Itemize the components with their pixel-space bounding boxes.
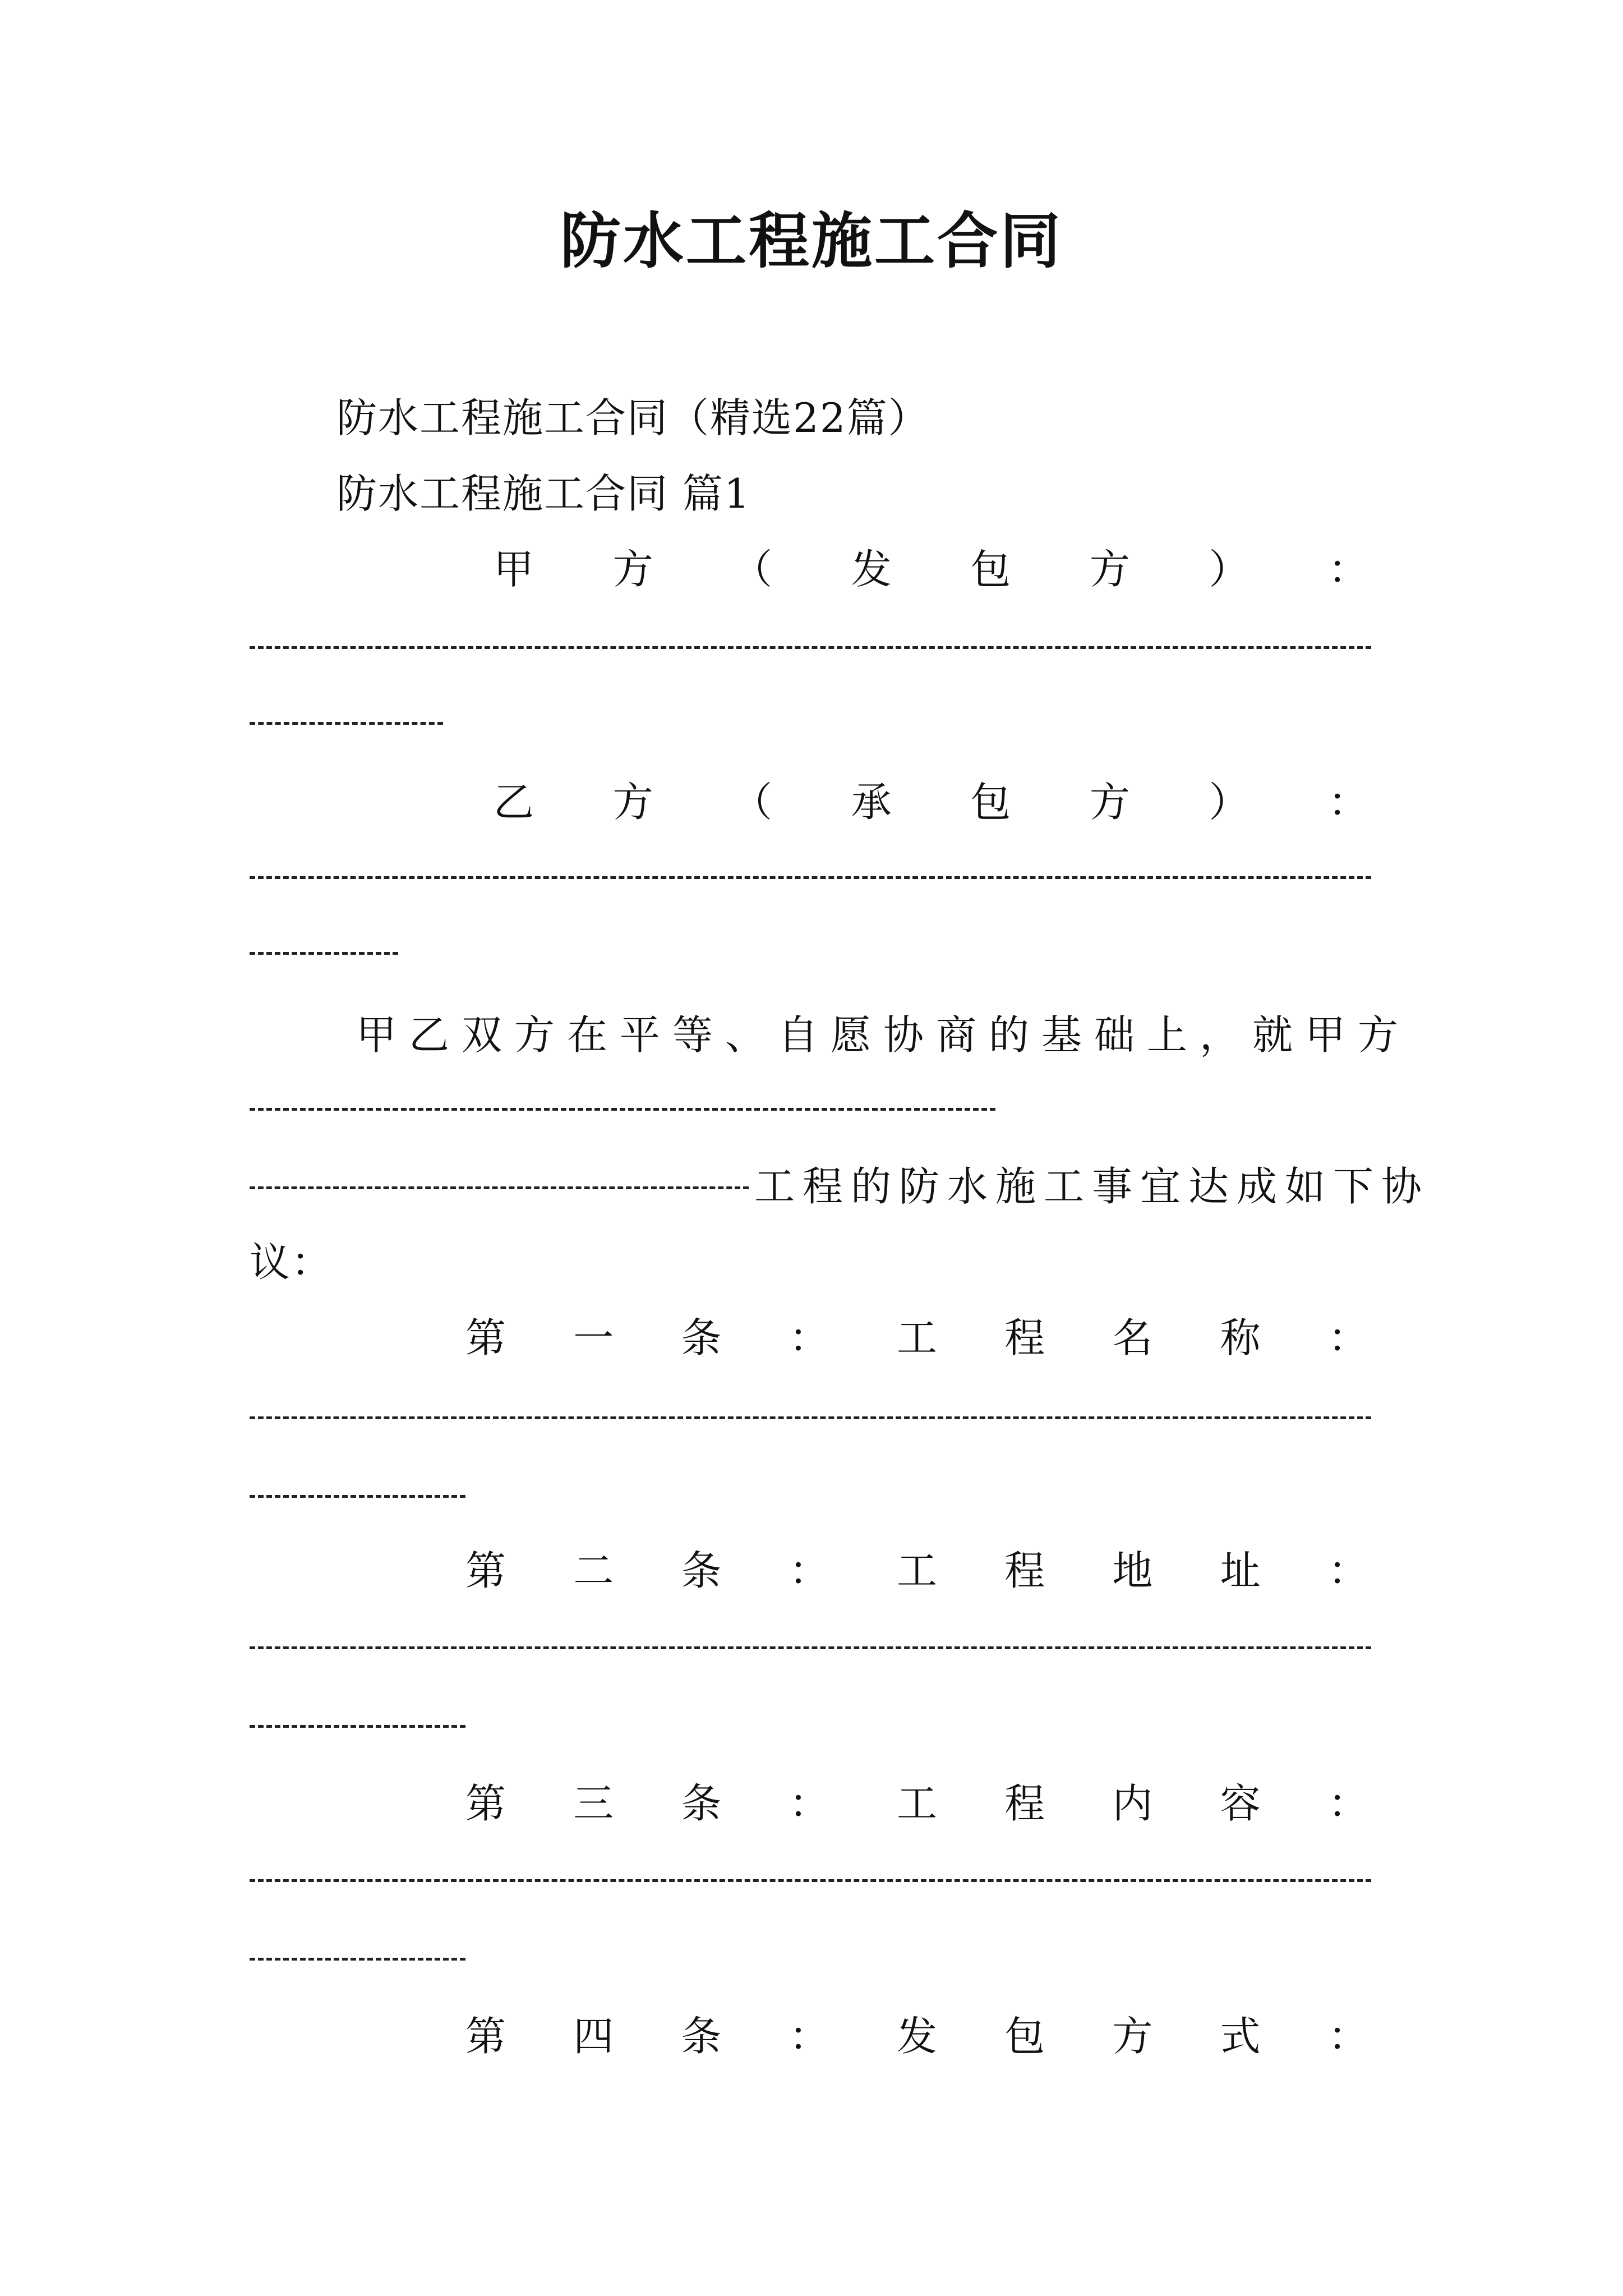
article-char: 工	[896, 1780, 937, 1827]
fill-line	[250, 722, 443, 725]
intro-text: 工程的防水施工事宜达成如下协	[754, 1163, 1430, 1210]
party-a-label	[494, 539, 1368, 600]
article-char: 条	[681, 2013, 722, 2060]
document-title: 防水工程施工合同	[560, 206, 1063, 277]
party-b-char: 方	[612, 779, 653, 826]
article-char: 包	[1004, 2013, 1045, 2060]
party-a-char: 方	[612, 546, 653, 593]
party-b-char: 承	[851, 779, 892, 826]
article-char: 条	[681, 1780, 722, 1827]
article-char: 第	[465, 1780, 506, 1827]
fill-line	[250, 1879, 1371, 1882]
article-char: 式	[1220, 2013, 1261, 2060]
article-char: ：	[789, 1780, 829, 1827]
article-char: 程	[1004, 1547, 1045, 1594]
article-char: 第	[465, 1547, 506, 1594]
fill-line	[250, 646, 1371, 649]
party-a-char: （	[732, 546, 773, 593]
party-a-char: ）	[1209, 546, 1249, 593]
party-b-char: 乙	[494, 779, 534, 826]
article-char: 程	[1004, 1314, 1045, 1361]
article-char: 内	[1112, 1780, 1153, 1827]
party-b-char: 包	[970, 779, 1011, 826]
article-char: 容	[1220, 1780, 1261, 1827]
fill-line	[250, 1725, 465, 1728]
fill-line	[250, 1495, 465, 1498]
fill-line	[250, 1958, 465, 1961]
article-char: 程	[1004, 1780, 1045, 1827]
fill-line	[250, 952, 398, 955]
article-char: 第	[465, 2013, 506, 2060]
article-char: 工	[896, 1547, 937, 1594]
article-char: 称	[1220, 1314, 1261, 1361]
article-1-label	[465, 1307, 1368, 1369]
fill-line	[250, 1646, 1371, 1649]
party-b-char: 方	[1089, 779, 1130, 826]
article-char: 方	[1112, 2013, 1153, 2060]
party-b-char: （	[732, 779, 773, 826]
party-b-char: ：	[1327, 779, 1368, 826]
article-char: ：	[789, 1314, 829, 1361]
fill-line	[250, 876, 1371, 879]
article-char: ：	[1327, 1780, 1368, 1827]
party-a-char: 方	[1089, 546, 1130, 593]
article-char: 地	[1112, 1547, 1153, 1594]
article-char: ：	[1327, 2013, 1368, 2060]
fill-line	[250, 1108, 995, 1111]
article-3-label	[465, 1773, 1368, 1834]
intro-text: 甲乙双方在平等、自愿协商的基础上，就甲方	[356, 1011, 1411, 1059]
party-b-label	[494, 771, 1368, 833]
article-4-label	[465, 2005, 1368, 2067]
party-b-char: ）	[1209, 779, 1249, 826]
section-heading: 防水工程施工合同 篇1	[336, 470, 751, 517]
article-char: 名	[1112, 1314, 1153, 1361]
article-char: ：	[1327, 1547, 1368, 1594]
article-2-label	[465, 1540, 1368, 1602]
intro-text: 议：	[250, 1239, 333, 1286]
fill-line	[250, 1416, 1371, 1419]
party-a-char: 包	[970, 546, 1011, 593]
party-a-char: 发	[851, 546, 892, 593]
article-char: 二	[573, 1547, 614, 1594]
article-char: ：	[789, 2013, 829, 2060]
party-a-char: ：	[1327, 546, 1368, 593]
article-char: 三	[573, 1780, 614, 1827]
article-char: 条	[681, 1547, 722, 1594]
article-char: 第	[465, 1314, 506, 1361]
party-a-char: 甲	[494, 546, 534, 593]
fill-line	[250, 1186, 749, 1189]
document-subtitle: 防水工程施工合同（精选22篇）	[336, 394, 930, 441]
article-char: ：	[1327, 1314, 1368, 1361]
article-char: 址	[1220, 1547, 1261, 1594]
article-char: 条	[681, 1314, 722, 1361]
article-char: 工	[896, 1314, 937, 1361]
article-char: 发	[896, 2013, 937, 2060]
article-char: 四	[573, 2013, 614, 2060]
article-char: 一	[573, 1314, 614, 1361]
article-char: ：	[789, 1547, 829, 1594]
